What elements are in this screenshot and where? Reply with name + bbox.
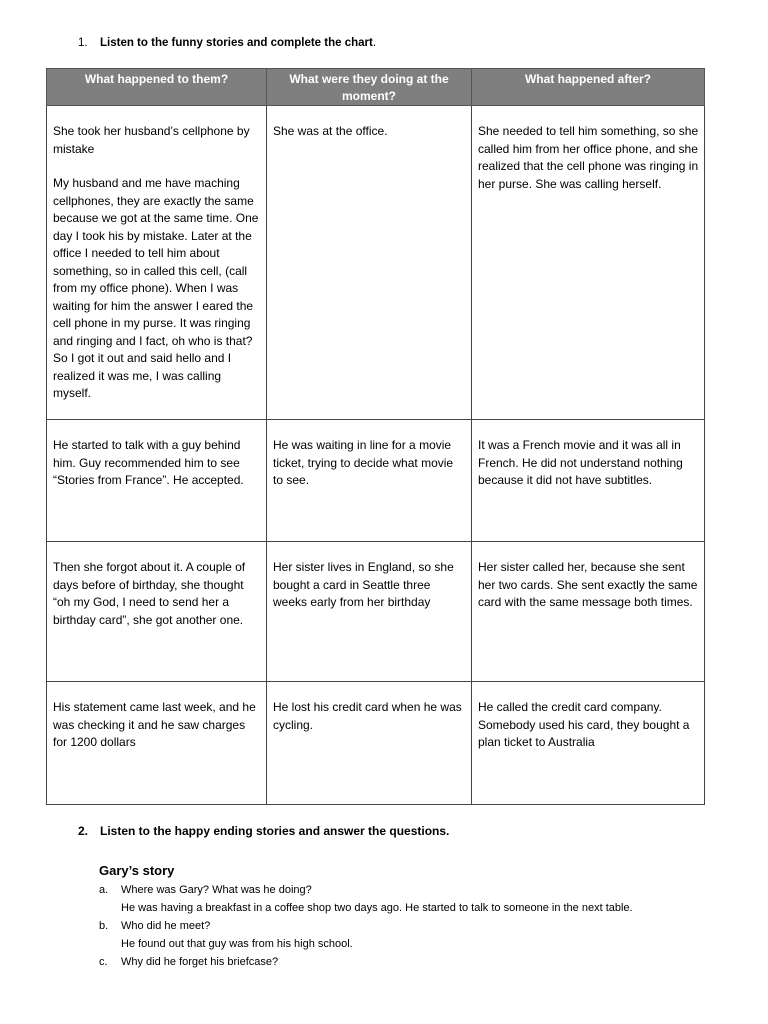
table-cell — [47, 682, 267, 805]
section2-number: 2. — [78, 824, 89, 838]
section2-instruction — [78, 824, 449, 838]
cell-text: He started to talk with a guy behind him. Guy recommended him to see “Stories from France”. He accepted. — [53, 438, 244, 487]
cell-text: He called the credit card company. Somebody used his card, they bought a plan ticket to Australia — [478, 700, 690, 749]
cell-text: Her sister lives in England, so she bought a card in Seattle three weeks early from her birthday — [273, 560, 454, 609]
question-text: Why did he forget his briefcase? — [121, 956, 279, 968]
chart-header-row — [47, 69, 705, 106]
question-a — [99, 884, 312, 896]
table-cell — [267, 542, 472, 682]
cell-text: He lost his credit card when he was cycling. — [273, 700, 462, 732]
cell-text: He was waiting in line for a movie ticket, trying to decide what movie to see. — [273, 438, 454, 487]
question-c — [99, 956, 278, 968]
table-cell — [472, 542, 705, 682]
section1-instruction-period: . — [372, 37, 377, 49]
table-cell — [472, 106, 705, 420]
section1-number: 1. — [78, 37, 88, 49]
stories-chart — [46, 68, 705, 805]
section2-instruction-text: Listen to the happy ending stories and answer the questions. — [100, 824, 450, 838]
cell-text: She took her husband’s cellphone by mistake — [53, 124, 250, 156]
header-what-after: What happened after? — [472, 69, 705, 106]
question-letter: b. — [99, 920, 109, 932]
header-what-happened: What happened to them? — [47, 69, 267, 106]
question-text: Who did he meet? — [121, 920, 211, 932]
table-cell — [267, 106, 472, 420]
answer-a: He was having a breakfast in a coffee shop two days ago. He started to talk to someone in the next table. — [121, 902, 633, 914]
table-row — [47, 106, 705, 420]
cell-text: She was at the office. — [273, 124, 388, 138]
story-title: Gary’s story — [99, 863, 175, 878]
table-row — [47, 682, 705, 805]
cell-text: It was a French movie and it was all in French. He did not understand nothing because it did not have subtitles. — [478, 438, 683, 487]
table-row — [47, 420, 705, 542]
cell-text: His statement came last week, and he was checking it and he saw charges for 1200 dollars — [53, 700, 256, 749]
section1-instruction-text: Listen to the funny stories and complete the chart — [100, 37, 373, 49]
question-letter: c. — [99, 956, 108, 968]
cell-text: Her sister called her, because she sent her two cards. She sent exactly the same card with the same message both times. — [478, 560, 698, 609]
table-cell — [47, 106, 267, 420]
table-row — [47, 542, 705, 682]
answer-b: He found out that guy was from his high school. — [121, 938, 353, 950]
question-letter: a. — [99, 884, 109, 896]
question-text: Where was Gary? What was he doing? — [121, 884, 312, 896]
cell-text: My husband and me have maching cellphones, they are exactly the same because we got at the same time. One day I took his by mistake. Later at the office I needed to tell him about something, so in called this cell, (call from my office phone). When I was waiting for him the answer I eared the cell phone in my purse. It was ringing and ringing and I fact, oh who is that? So I got it out and said hello and I realized it was me, I was calling myself. — [53, 176, 259, 400]
table-cell — [267, 420, 472, 542]
cell-text: Then she forgot about it. A couple of days before of birthday, she thought “oh my God, I need to send her a birthday card”, she got another one. — [53, 560, 246, 627]
table-cell — [472, 420, 705, 542]
table-cell — [47, 542, 267, 682]
table-cell — [472, 682, 705, 805]
table-cell — [47, 420, 267, 542]
question-b — [99, 920, 210, 932]
header-what-doing: What were they doing at the moment? — [267, 69, 472, 106]
section1-instruction — [78, 37, 376, 49]
cell-text: She needed to tell him something, so she called him from her office phone, and she realized that the cell phone was ringing in her purse. She was calling herself. — [478, 124, 699, 191]
table-cell — [267, 682, 472, 805]
